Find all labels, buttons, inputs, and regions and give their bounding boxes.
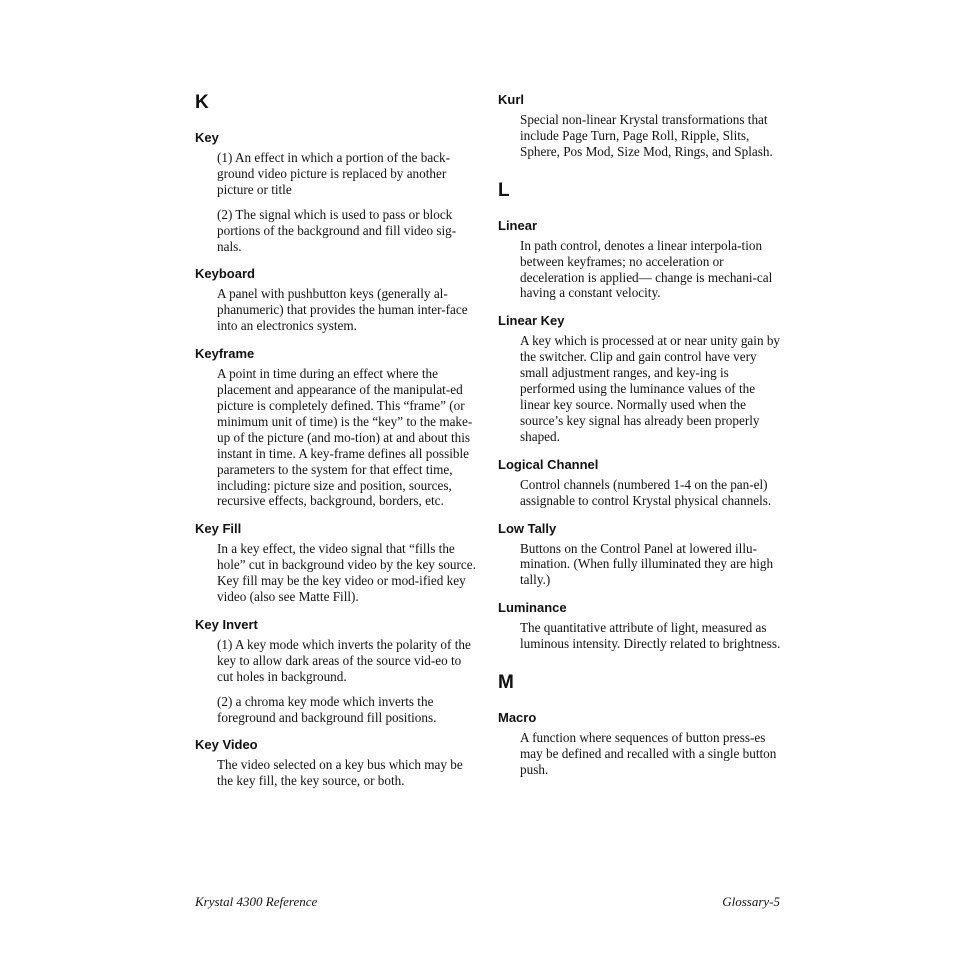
glossary-definition: (1) A key mode which inverts the polarity of the key to allow dark areas of the source vid-eo to cut holes in background. — [217, 636, 471, 684]
glossary-column-right — [498, 92, 783, 790]
glossary-section — [498, 92, 783, 160]
glossary-entry — [498, 457, 783, 509]
glossary-term: Logical Channel — [498, 456, 599, 472]
glossary-definition: (2) a chroma key mode which inverts the foreground and background fill positions. — [217, 693, 437, 725]
glossary-term: Low Tally — [498, 520, 557, 536]
section-letter-heading: M — [498, 672, 514, 694]
glossary-entry — [498, 92, 783, 160]
glossary-definition: In path control, denotes a linear interpola-tion between keyframes; no acceleration or deceleration is applied— change is mechani-cal having a constant velocity. — [520, 237, 773, 301]
glossary-section — [498, 180, 783, 652]
glossary-definition: A key which is processed at or near unity gain by the switcher. Clip and gain control have very small adjustment ranges, and key-ing is performed using the luminance values of the linear key source. Normally used when the source’s key signal has already been properly shaped. — [520, 333, 781, 444]
footer-page-number: Glossary-5 — [722, 894, 780, 909]
glossary-entry — [195, 130, 480, 254]
glossary-entry — [498, 521, 783, 589]
glossary-term: Linear — [498, 217, 538, 233]
glossary-term: Key — [195, 130, 219, 145]
section-letter-heading: K — [195, 92, 209, 113]
glossary-definition: A panel with pushbutton keys (generally al-phanumeric) that provides the human inter-face into an electronics system. — [217, 286, 468, 334]
glossary-entry — [498, 600, 783, 652]
glossary-definition: (1) An effect in which a portion of the back-ground video picture is replaced by another picture or title — [217, 150, 451, 197]
glossary-entry — [195, 617, 480, 726]
glossary-term: Keyboard — [195, 266, 255, 282]
glossary-definition: The quantitative attribute of light, measured as luminous intensity. Directly related to brightness. — [520, 620, 781, 652]
glossary-definition: A function where sequences of button press-es may be defined and recalled with a single button push. — [520, 730, 777, 777]
section-letter-heading: L — [498, 179, 510, 201]
glossary-definition: In a key effect, the video signal that “fills the hole” cut in background video by the key source. Key fill may be the key video or mod-ified key video (also see Matte Fill). — [217, 541, 476, 605]
glossary-term: Kurl — [498, 92, 524, 107]
glossary-section — [498, 672, 783, 778]
glossary-entry — [498, 710, 783, 778]
glossary-term: Key Invert — [195, 616, 258, 632]
glossary-definition: (2) The signal which is used to pass or block portions of the background and fill video sig-nals. — [217, 206, 457, 254]
glossary-definition: Control channels (numbered 1-4 on the pan-el) assignable to control Krystal physical channels. — [520, 476, 772, 508]
glossary-term: Macro — [498, 710, 537, 726]
glossary-section — [195, 92, 480, 789]
glossary-definition: A point in time during an effect where the placement and appearance of the manipulat-ed picture is completely defined. This “frame” (or minimum unit of time) is the “key” to the make-up of the picture (and mo-tion) at and about this instant in time. A key-frame defines all possible parameters to the system for that effect time, including: picture size and position, sources, recursive effects, background, borders, etc. — [217, 366, 473, 509]
glossary-entry — [195, 346, 480, 509]
glossary-entry — [498, 218, 783, 302]
glossary-definition: Special non-linear Krystal transformations that include Page Turn, Page Roll, Ripple, Slits, Sphere, Pos Mod, Size Mod, Rings, and Splash. — [520, 112, 773, 159]
glossary-term: Key Fill — [195, 521, 242, 537]
glossary-entry — [498, 313, 783, 444]
glossary-term: Key Video — [195, 737, 258, 753]
glossary-entry — [195, 521, 480, 605]
glossary-term: Luminance — [498, 600, 567, 616]
glossary-entry — [195, 737, 480, 789]
glossary-entry — [195, 266, 480, 334]
glossary-term: Keyframe — [195, 346, 255, 362]
glossary-definition: The video selected on a key bus which may be the key fill, the key source, or both. — [217, 757, 463, 789]
glossary-column-left — [195, 92, 480, 801]
footer-document-title: Krystal 4300 Reference — [195, 894, 318, 909]
glossary-definition: Buttons on the Control Panel at lowered illu-mination. (When fully illuminated they are high tally.) — [520, 540, 774, 588]
glossary-term: Linear Key — [498, 313, 565, 329]
